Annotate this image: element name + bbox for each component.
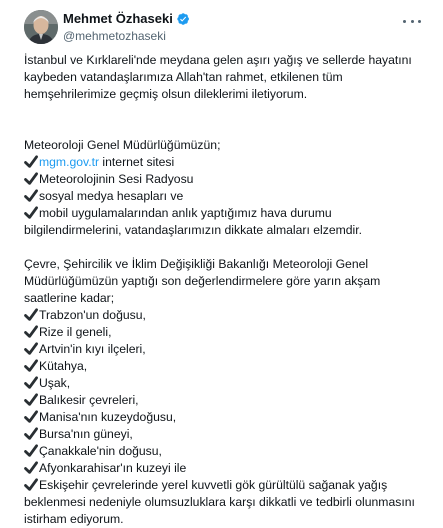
text-line: saatlerine kadar; xyxy=(24,291,115,305)
name-row xyxy=(63,11,190,27)
list-item: Bursa'nın güneyi, xyxy=(24,426,424,443)
check-mark-icon xyxy=(24,341,38,355)
list-item: Manisa'nın kuzeydoğusu, xyxy=(24,409,424,426)
text-line: Müdürlüğümüzün yaptığı son değerlendirmelere göre yarın akşam xyxy=(24,274,381,288)
check-mark-icon xyxy=(24,154,38,168)
list-item: sosyal medya hesapları ve xyxy=(24,188,424,205)
check-mark-icon xyxy=(24,375,38,389)
list-item: mobil uygulamalarından anlık yaptığımız hava durumu xyxy=(24,205,424,222)
text-line: hemşehrilerimize geçmiş olsun dileklerimi iletiyorum. xyxy=(24,87,308,101)
verified-badge-icon xyxy=(176,12,190,26)
list-item: Çanakkale'nin doğusu, xyxy=(24,443,424,460)
check-mark-icon xyxy=(24,477,38,491)
list-item: mgm.gov.tr internet sitesi xyxy=(24,154,424,171)
avatar[interactable] xyxy=(24,10,58,44)
list-item: Uşak, xyxy=(24,375,424,392)
list-item: Afyonkarahisar'ın kuzeyi ile xyxy=(24,460,424,477)
list-item: Artvin'in kıyı ilçeleri, xyxy=(24,341,424,358)
list-item: Meteorolojinin Sesi Radyosu xyxy=(24,171,424,188)
tweet-text xyxy=(24,52,424,528)
text-line: Çevre, Şehircilik ve İklim Değişikliği Bakanlığı Meteoroloji Genel xyxy=(24,257,369,271)
check-mark-icon xyxy=(24,171,38,185)
text-line: Meteoroloji Genel Müdürlüğümüzün; xyxy=(24,138,221,152)
check-mark-icon xyxy=(24,460,38,474)
check-mark-icon xyxy=(24,443,38,457)
display-name[interactable]: Mehmet Özhaseki xyxy=(63,11,173,26)
tweet-header xyxy=(24,8,431,48)
more-options-icon[interactable] xyxy=(403,14,421,28)
handle[interactable]: @mehmetozhaseki xyxy=(63,29,166,43)
list-item: Eskişehir çevrelerinde yerel kuvvetli gök gürültülü sağanak yağış xyxy=(24,477,424,494)
mgm-link[interactable]: mgm.gov.tr xyxy=(39,155,100,169)
list-item: Kütahya, xyxy=(24,358,424,375)
check-mark-icon xyxy=(24,426,38,440)
check-mark-icon xyxy=(24,188,38,202)
check-mark-icon xyxy=(24,392,38,406)
check-mark-icon xyxy=(24,409,38,423)
text-line: bilgilendirmelerini, vatandaşlarımızın dikkate almaları elzemdir. xyxy=(24,223,363,237)
text-line: istirham ediyorum. xyxy=(24,512,124,526)
text-line: beklenmesi nedeniyle olumsuzluklara karşı dikkatli ve tedbirli olunmasını xyxy=(24,495,415,509)
check-mark-icon xyxy=(24,358,38,372)
check-mark-icon xyxy=(24,324,38,338)
list-item: Rize il geneli, xyxy=(24,324,424,341)
list-item: Trabzon'un doğusu, xyxy=(24,307,424,324)
text-line: kaybeden vatandaşlarımıza Allah'tan rahmet, etkilenen tüm xyxy=(24,70,343,84)
text-line: İstanbul ve Kırklareli'nde meydana gelen aşırı yağış ve sellerde hayatını xyxy=(24,53,412,67)
check-mark-icon xyxy=(24,307,38,321)
list-item: Balıkesir çevreleri, xyxy=(24,392,424,409)
check-mark-icon xyxy=(24,205,38,219)
